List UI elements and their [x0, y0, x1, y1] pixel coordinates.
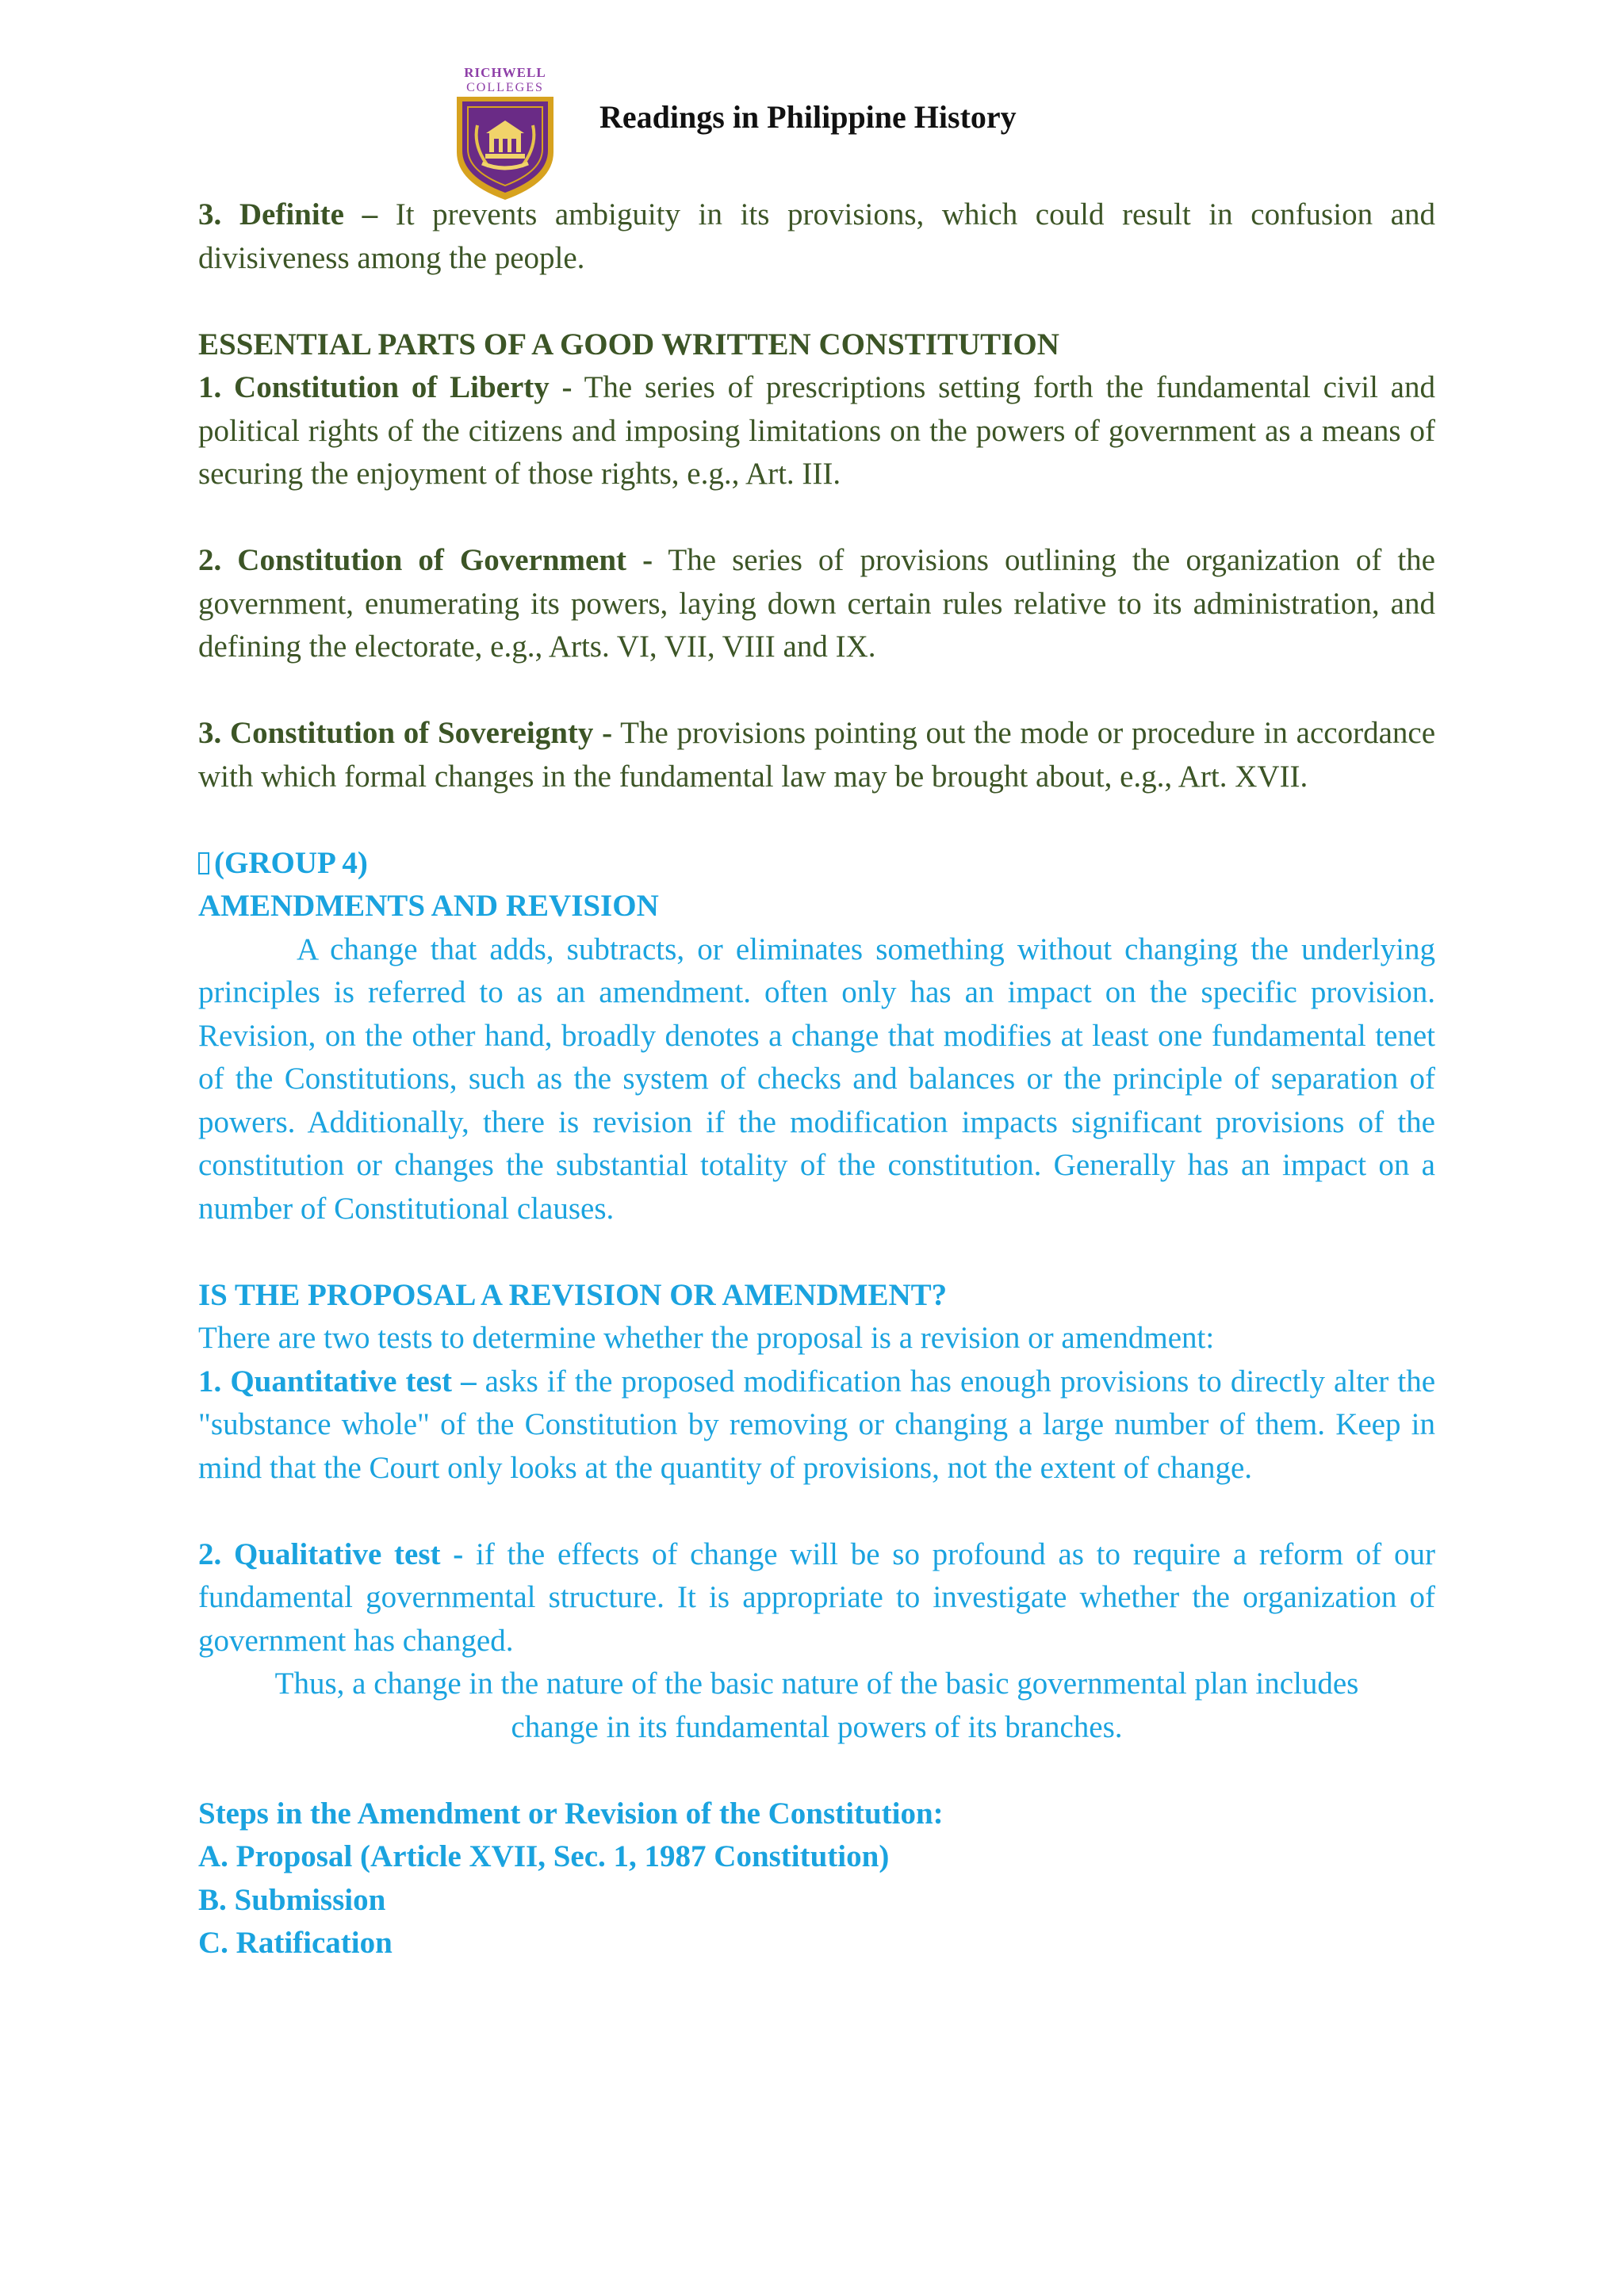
logo-line2: COLLEGES — [466, 81, 544, 94]
steps-heading: Steps in the Amendment or Revision of the Constitution: — [198, 1796, 944, 1831]
amendments-paragraph: A change that adds, subtracts, or eliminates something without changing the underlying principles is referred to as an amendment. often only has an impact on the specific provision. Revision, on the other hand, broadly denotes a change that modifies at least one fundamental tenet of the Constitutions, such as the system of checks and balances or the principle of separation of powers. Additionally, there is revision if the modification impacts significant provisions of the constitution or changes the substantial totality of the constitution. Generally has an impact on a number of Constitutional clauses. — [198, 932, 1435, 1226]
essential-part-item — [198, 712, 1435, 798]
logo-line1: RICHWELL — [464, 65, 546, 80]
essential-part-term: 2. Constitution of Government - — [198, 543, 653, 577]
step-item: C. Ratification — [198, 1926, 393, 1960]
missing-glyph-icon — [198, 852, 209, 874]
definite-paragraph — [198, 193, 1435, 280]
test-item — [198, 1533, 1435, 1663]
proposal-heading: IS THE PROPOSAL A REVISION OR AMENDMENT? — [198, 1277, 948, 1312]
step-item: B. Submission — [198, 1882, 386, 1917]
test-term: 1. Quantitative test – — [198, 1364, 477, 1399]
proposal-intro: There are two tests to determine whether the proposal is a revision or amendment: — [198, 1321, 1215, 1355]
step-item: A. Proposal (Article XVII, Sec. 1, 1987 Constitution) — [198, 1839, 890, 1873]
essential-part-item — [198, 539, 1435, 669]
definite-term: 3. Definite – — [198, 197, 378, 232]
test-term: 2. Qualitative test - — [198, 1536, 464, 1571]
test-item — [198, 1360, 1435, 1490]
test-text: asks if the proposed modification has enough provisions to directly alter the "substance whole" of the Constitution by removing or changing a large number of them. Keep in mind that the Court only looks at the quantity of provisions, not the extent of change. — [198, 1364, 1436, 1485]
amendments-heading: AMENDMENTS AND REVISION — [198, 889, 659, 923]
document-body — [198, 193, 1435, 1965]
group-label-text: (GROUP 4) — [214, 845, 368, 880]
richwell-colleges-logo — [450, 63, 560, 203]
group-label — [198, 842, 1435, 886]
essential-part-text: The series of provisions outlining the organization of the government, enumerating its powers, laying down certain rules relative to its administration, and defining the electorate, e.g., Arts. VI, VII, VIII and IX. — [198, 543, 1435, 664]
conclusion-line-2: change in its fundamental powers of its branches. — [511, 1709, 1123, 1744]
essential-parts-heading: ESSENTIAL PARTS OF A GOOD WRITTEN CONSTITUTION — [198, 327, 1059, 362]
essential-part-term: 1. Constitution of Liberty - — [198, 370, 573, 404]
definite-text: It prevents ambiguity in its provisions, which could result in confusion and divisiveness among the people. — [198, 197, 1435, 275]
test-text: if the effects of change will be so profound as to require a reform of our fundamental governmental structure. It is appropriate to investigate whether the organization of government has changed. — [198, 1536, 1435, 1658]
essential-part-term: 3. Constitution of Sovereignty - — [198, 716, 613, 750]
essential-part-item — [198, 366, 1435, 496]
essential-part-text: The provisions pointing out the mode or procedure in accordance with which formal changes in the fundamental law may be brought about, e.g., Art. XVII. — [198, 716, 1436, 794]
conclusion-line-1: Thus, a change in the nature of the basic nature of the basic governmental plan includes — [274, 1667, 1359, 1701]
page-header — [0, 63, 1624, 203]
essential-part-text: The series of prescriptions setting forth the fundamental civil and political rights of the citizens and imposing limitations on the powers of government as a means of securing the enjoyment of those rights, e.g., Art. III. — [198, 370, 1435, 491]
document-header-title: Readings in Philippine History — [599, 99, 1017, 135]
